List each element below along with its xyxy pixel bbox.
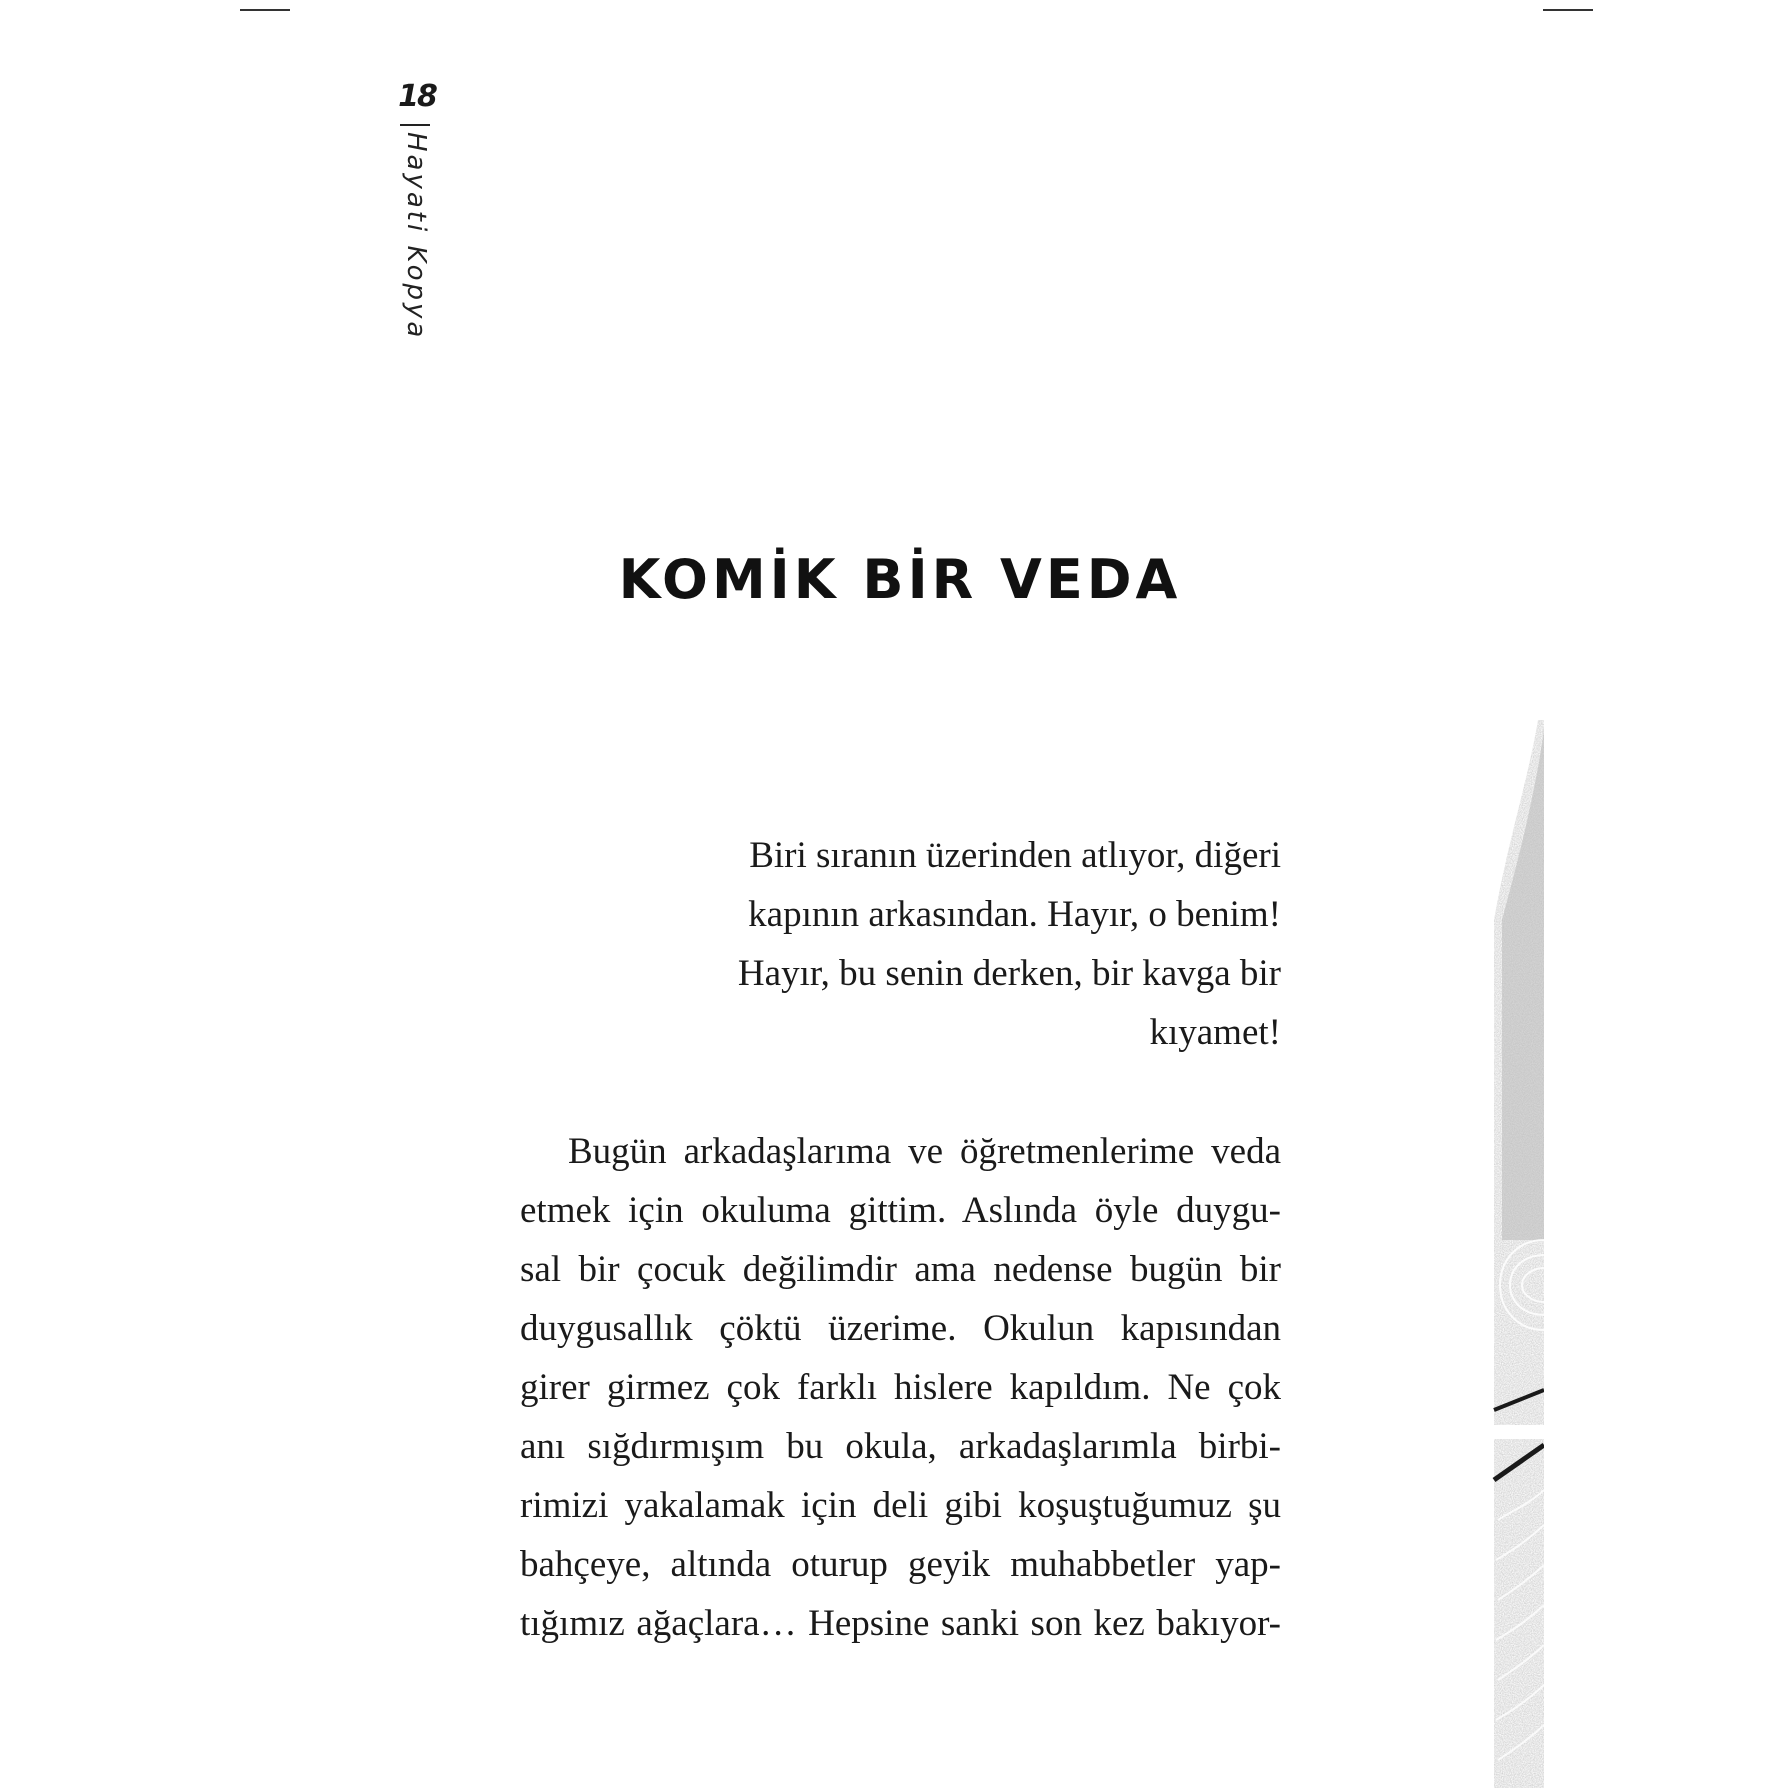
body-line: rimizi yakalamak için deli gibi koşuştuğumuz şu	[520, 1485, 1281, 1526]
running-head-rule	[400, 124, 430, 126]
epigraph-line: kapının arkasından. Hayır, o benim!	[748, 894, 1281, 935]
body-line: girer girmez çok farklı hislere kapıldım. Ne çok	[520, 1367, 1281, 1408]
epigraph-line: Biri sıranın üzerinden atlıyor, diğeri	[749, 835, 1281, 876]
body-line: Bugün arkadaşlarıma ve öğretmenlerime veda	[568, 1131, 1281, 1172]
body-line: bahçeye, altında oturup geyik muhabbetler yap-	[520, 1544, 1281, 1585]
crop-mark-left	[240, 9, 290, 11]
crop-mark-right	[1543, 9, 1593, 11]
body-line: tığımız ağaçlara… Hepsine sanki son kez bakıyor-	[520, 1603, 1281, 1644]
body-line: sal bir çocuk değilimdir ama nedense bugün bir	[520, 1249, 1281, 1290]
body-paragraph	[520, 1122, 1281, 1653]
running-head	[392, 80, 442, 360]
body-line: duygusallık çöktü üzerime. Okulun kapısından	[520, 1308, 1281, 1349]
body-line: anı sığdırmışım bu okula, arkadaşlarımla birbi-	[520, 1426, 1281, 1467]
page-number: 18	[398, 79, 436, 114]
epigraph	[640, 826, 1281, 1062]
chapter-title: KOMİK BİR VEDA	[618, 548, 1182, 611]
book-title-vertical: Hayati Kopya	[401, 132, 431, 341]
epigraph-line: Hayır, bu senin derken, bir kavga bir	[737, 953, 1281, 994]
side-illustration-strip	[1488, 720, 1544, 1788]
body-line: etmek için okuluma gittim. Aslında öyle duygu-	[520, 1190, 1281, 1231]
epigraph-line: kıyamet!	[1149, 1012, 1281, 1053]
